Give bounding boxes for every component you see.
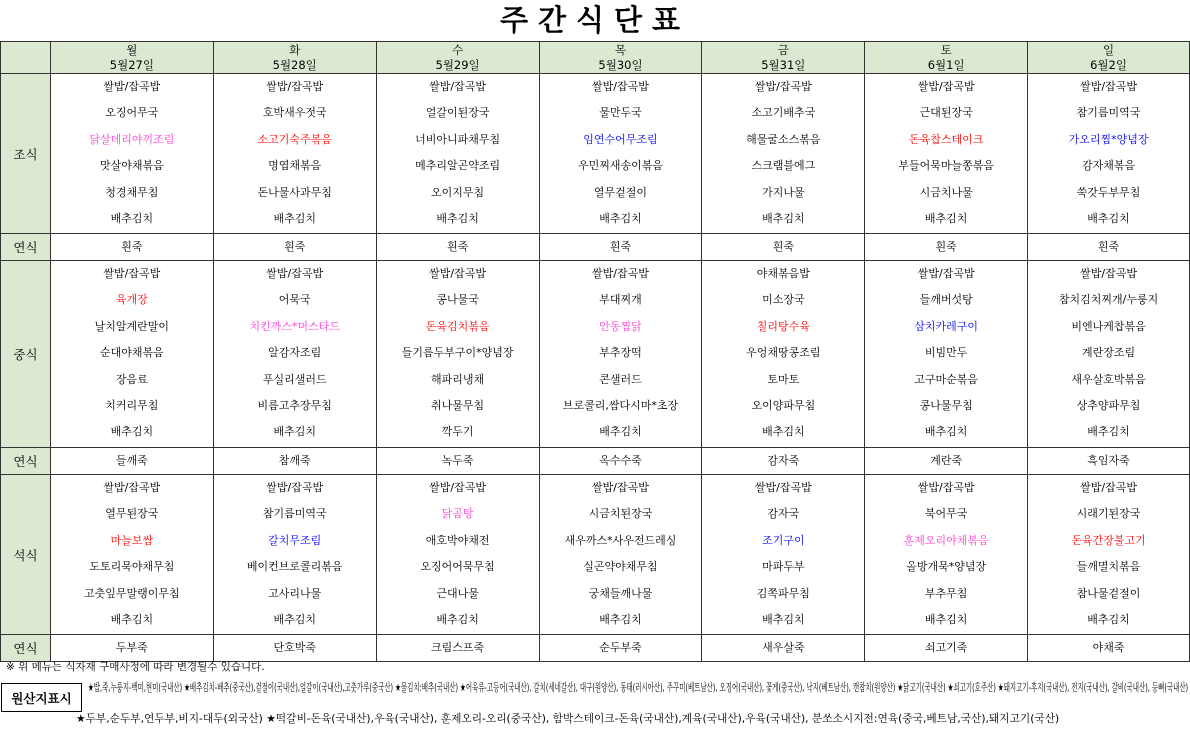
- porridge-item: 들깨죽: [115, 454, 148, 467]
- menu-item: 쑥갓두부무침: [1076, 185, 1141, 199]
- menu-item: 도토리묵야채무침: [89, 560, 175, 574]
- porridge-item: 계란죽: [930, 454, 963, 467]
- menu-item: 쌀밥/잡곡밥: [592, 481, 649, 494]
- menu-item: 들기름두부구이*양념장: [401, 346, 514, 360]
- menu-item: 해파리냉채: [431, 372, 485, 386]
- meal-label-snack2: 연식: [1, 448, 51, 475]
- porridge-item: 참깨죽: [278, 454, 311, 467]
- snack1-cell: [539, 234, 702, 261]
- porridge-item: 순두부죽: [599, 641, 642, 654]
- origin-info-line-1: ★밥,죽,누룽지-백미,현미(국내산) ★배추김치-배추(중국산),겉절이(국내산),얼갈이(국내산),고춧가루(중국산) ★물김치:배추(국내산) ★어육류-고등어(국내산), 갈치(세네갈산), 대구(원양산), 동태(러시아산), 주꾸미(베트남산), 오징어(국내산), 꽃게(중국산), 낙지(베트남산), 캔참치(원양산) ★닭고기(국내산) ★쇠고기(호주산) ★돼지고기-후지(국내산), 전지(국내산), 갈비(국내산), 등뼈(국내산): [88, 681, 1189, 694]
- day-header: [376, 42, 539, 74]
- menu-item: 물만두국: [599, 106, 642, 120]
- menu-item: 궁채들깨나물: [588, 586, 653, 600]
- menu-item: 배추김치: [599, 425, 642, 439]
- lunch-cell: [376, 261, 539, 448]
- menu-item: 돈육간장불고기: [1071, 533, 1146, 547]
- corner-cell: [1, 42, 51, 74]
- menu-item: 너비아니파채무침: [415, 132, 501, 146]
- snack2-cell: [1028, 448, 1190, 475]
- menu-item: 메추리알곤약조림: [415, 159, 501, 173]
- menu-item: 배추김치: [599, 612, 642, 626]
- snack2-cell: [702, 448, 865, 475]
- snack3-cell: [865, 635, 1028, 662]
- menu-item: 배추김치: [110, 211, 154, 225]
- menu-item: 쌀밥/잡곡밥: [592, 267, 649, 280]
- snack3-cell: [539, 635, 702, 662]
- menu-item: 호박새우젓국: [262, 106, 327, 120]
- menu-item: 마파두부: [762, 560, 805, 574]
- day-name: 금: [777, 43, 789, 57]
- menu-item: 소고기배추국: [751, 106, 816, 120]
- menu-item: 부추무침: [924, 586, 968, 600]
- porridge-item: 단호박죽: [273, 641, 316, 654]
- porridge-item: 녹두죽: [441, 454, 474, 467]
- menu-item: 돈육찹스테이크: [908, 132, 984, 146]
- snack1-cell: [1028, 234, 1190, 261]
- menu-item: 우엉채땅콩조림: [746, 346, 821, 360]
- menu-item: 가오리찜*양념장: [1068, 132, 1149, 146]
- menu-item: 부추장떡: [599, 346, 642, 360]
- menu-item: 쌀밥/잡곡밥: [103, 80, 161, 93]
- menu-item: 오이지무침: [431, 185, 485, 199]
- day-date: 5월28일: [272, 57, 317, 72]
- dinner-cell: [376, 475, 539, 635]
- snack2-cell: [539, 448, 702, 475]
- breakfast-cell: [539, 74, 702, 234]
- menu-item: 쌀밥/잡곡밥: [1080, 481, 1137, 494]
- menu-item: 김쪽파무침: [756, 586, 810, 600]
- menu-item: 알감자조림: [268, 346, 322, 360]
- day-date: 6월1일: [927, 57, 965, 72]
- menu-item: 가지나물: [762, 185, 805, 199]
- menu-item: 훈제오리야채볶음: [903, 533, 989, 547]
- menu-item: 배추김치: [1087, 211, 1130, 225]
- porridge-item: 흰죽: [609, 240, 632, 253]
- menu-item: 콩나물국: [436, 293, 479, 307]
- menu-item: 치킨까스*머스타드: [249, 319, 340, 333]
- menu-item: 배추김치: [1087, 612, 1130, 626]
- menu-item: 배추김치: [1087, 425, 1130, 439]
- day-header: [1028, 42, 1190, 74]
- menu-item: 비빔만두: [924, 346, 968, 360]
- snack3-cell: [1028, 635, 1190, 662]
- menu-item: 시래기된장국: [1076, 507, 1141, 521]
- dinner-cell: [213, 475, 376, 635]
- menu-item: 푸실리샐러드: [262, 372, 327, 386]
- porridge-item: 쇠고기죽: [924, 641, 968, 654]
- menu-item: 북어무국: [924, 507, 968, 521]
- porridge-item: 옥수수죽: [599, 454, 642, 467]
- menu-item: 칠리탕수육: [756, 319, 810, 333]
- day-date: 5월30일: [598, 57, 643, 72]
- porridge-item: 흰죽: [772, 240, 794, 253]
- day-date: 5월31일: [761, 57, 806, 72]
- menu-item: 참나물겉절이: [1076, 586, 1141, 600]
- menu-item: 시금치된장국: [588, 507, 653, 521]
- menu-item: 배추김치: [762, 211, 805, 225]
- snack2-cell: [213, 448, 376, 475]
- day-header: [865, 42, 1028, 74]
- menu-item: 어묵국: [278, 293, 311, 307]
- lunch-cell: [50, 261, 213, 448]
- menu-item: 고구마순볶음: [914, 372, 979, 386]
- menu-item: 쌀밥/잡곡밥: [103, 481, 161, 494]
- day-name: 월: [126, 43, 138, 57]
- snack1-cell: [213, 234, 376, 261]
- snack3-cell: [702, 635, 865, 662]
- breakfast-cell: [1028, 74, 1190, 234]
- snack1-cell: [50, 234, 213, 261]
- menu-item: 쌀밥/잡곡밥: [429, 80, 486, 93]
- porridge-item: 흰죽: [121, 240, 143, 253]
- menu-item: 콩나물무침: [919, 398, 973, 412]
- lunch-cell: [1028, 261, 1190, 448]
- menu-item: 배추김치: [273, 211, 316, 225]
- meal-label-snack3: 연식: [1, 635, 51, 662]
- snack2-cell: [376, 448, 539, 475]
- day-date: 6월2일: [1090, 57, 1127, 72]
- menu-item: 고사리나물: [268, 586, 322, 600]
- menu-item: 참치김치찌개/누룽지: [1058, 293, 1159, 307]
- day-header: [702, 42, 865, 74]
- day-name: 화: [289, 43, 301, 57]
- menu-item: 쌀밥/잡곡밥: [266, 80, 324, 93]
- day-header: [213, 42, 376, 74]
- menu-item: 장음료: [115, 372, 148, 386]
- menu-item: 상추양파무침: [1076, 398, 1141, 412]
- menu-item: 소고기숙주볶음: [257, 132, 332, 146]
- menu-item: 쌀밥/잡곡밥: [429, 267, 486, 280]
- menu-item: 닭살데리야끼조림: [89, 132, 175, 146]
- menu-item: 들깨버섯탕: [919, 293, 973, 307]
- menu-item: 닭곰탕: [441, 507, 474, 521]
- menu-item: 쌀밥/잡곡밥: [266, 481, 324, 494]
- breakfast-cell: [376, 74, 539, 234]
- dinner-cell: [865, 475, 1028, 635]
- menu-item: 근대나물: [436, 586, 479, 600]
- lunch-cell: [702, 261, 865, 448]
- menu-item: 날치알계란말이: [94, 319, 170, 333]
- menu-item: 새우까스*사우전드레싱: [564, 533, 677, 547]
- porridge-item: 두부죽: [115, 641, 148, 654]
- menu-item: 미소장국: [762, 293, 805, 307]
- menu-item: 쌀밥/잡곡밥: [754, 481, 812, 494]
- menu-item: 부들어묵마늘쫑볶음: [898, 159, 994, 173]
- dinner-cell: [1028, 475, 1190, 635]
- day-name: 토: [940, 43, 952, 57]
- menu-item: 쌀밥/잡곡밥: [1080, 267, 1137, 280]
- meal-label-lunch: 중식: [1, 261, 51, 448]
- menu-item: 토마토: [767, 372, 800, 386]
- menu-item: 깍두기: [441, 425, 474, 439]
- origin-info-line-2: ★두부,순두부,연두부,비지-대두(외국산) ★떡갈비-돈육(국내산),우육(국내산), 훈제오리-오리(중국산), 함박스테이크-돈육(국내산),계육(국내산),우육(국내산), 분쏘소시지전:연육(중국,베트남,국산),돼지고기(국산): [76, 712, 1060, 725]
- menu-item: 마늘보쌈: [110, 533, 154, 547]
- snack3-cell: [213, 635, 376, 662]
- day-name: 수: [452, 43, 464, 57]
- meal-label-breakfast: 조식: [1, 74, 51, 234]
- snack2-cell: [865, 448, 1028, 475]
- menu-item: 새우살호박볶음: [1071, 372, 1146, 386]
- menu-item: 열무된장국: [105, 507, 159, 521]
- menu-item: 배추김치: [273, 425, 316, 439]
- menu-item: 배추김치: [436, 612, 479, 626]
- menu-item: 비름고추장무침: [257, 398, 332, 412]
- menu-item: 치커리무침: [105, 398, 159, 412]
- menu-item: 안동찜닭: [599, 319, 642, 333]
- menu-item: 오징어어묵무침: [420, 560, 495, 574]
- menu-item: 올방개묵*양념장: [906, 560, 987, 574]
- day-name: 일: [1102, 43, 1115, 57]
- menu-item: 청경채무침: [105, 185, 159, 199]
- menu-item: 고춧잎무말랭이무침: [84, 586, 180, 600]
- menu-item: 실곤약야채무침: [583, 560, 658, 574]
- porridge-item: 감자죽: [767, 454, 800, 467]
- page-title: 주간식단표: [499, 3, 691, 37]
- menu-item: 쌀밥/잡곡밥: [592, 80, 649, 93]
- menu-item: 돈나물사과무침: [257, 185, 332, 199]
- breakfast-cell: [50, 74, 213, 234]
- menu-item: 명엽채볶음: [268, 159, 322, 173]
- menu-item: 배추김치: [436, 211, 479, 225]
- menu-item: 배추김치: [599, 211, 642, 225]
- menu-item: 비엔나케찹볶음: [1071, 319, 1146, 333]
- menu-item: 배추김치: [762, 612, 805, 626]
- menu-item: 오이양파무침: [751, 398, 816, 412]
- snack1-cell: [702, 234, 865, 261]
- menu-item: 육개장: [115, 293, 148, 307]
- porridge-item: 크림스프죽: [431, 641, 485, 654]
- menu-item: 삼치카레구이: [914, 319, 979, 333]
- menu-item: 쌀밥/잡곡밥: [266, 267, 324, 280]
- menu-item: 해물굴소스볶음: [746, 132, 821, 146]
- day-date: 5월27일: [109, 57, 154, 72]
- menu-item: 계란장조림: [1081, 346, 1136, 360]
- origin-label: 원산지표시: [1, 683, 82, 712]
- menu-item: 취나물무침: [431, 398, 485, 412]
- menu-item: 베이컨브로콜리볶음: [246, 560, 343, 574]
- menu-item: 갈치무조림: [268, 533, 322, 547]
- menu-change-note: ※ 위 메뉴는 식자재 구매사정에 따라 변경될수 있습니다.: [6, 661, 265, 673]
- day-date: 5월29일: [435, 57, 480, 72]
- breakfast-cell: [865, 74, 1028, 234]
- lunch-cell: [213, 261, 376, 448]
- snack1-cell: [376, 234, 539, 261]
- dinner-cell: [702, 475, 865, 635]
- lunch-cell: [539, 261, 702, 448]
- menu-item: 쌀밥/잡곡밥: [917, 267, 975, 280]
- menu-item: 배추김치: [762, 425, 805, 439]
- day-name: 목: [614, 43, 627, 57]
- menu-item: 오징어무국: [105, 106, 159, 120]
- menu-item: 맛살야채볶음: [99, 159, 164, 173]
- porridge-item: 흰죽: [284, 240, 306, 253]
- menu-item: 배추김치: [924, 425, 968, 439]
- weekly-menu-table: [0, 41, 1190, 662]
- menu-item: 참기름미역국: [262, 507, 327, 521]
- snack2-cell: [50, 448, 213, 475]
- menu-item: 감자국: [767, 507, 800, 521]
- menu-item: 쌀밥/잡곡밥: [429, 481, 486, 494]
- porridge-item: 새우살죽: [762, 641, 805, 654]
- menu-item: 쌀밥/잡곡밥: [754, 80, 812, 93]
- menu-item: 조기구이: [762, 533, 805, 547]
- menu-item: 감자채볶음: [1081, 159, 1136, 173]
- menu-item: 쌀밥/잡곡밥: [103, 267, 161, 280]
- snack1-cell: [865, 234, 1028, 261]
- porridge-item: 흰죽: [935, 240, 957, 253]
- menu-item: 배추김치: [110, 425, 154, 439]
- menu-item: 돈육김치볶음: [425, 319, 490, 333]
- snack3-cell: [376, 635, 539, 662]
- menu-item: 배추김치: [273, 612, 316, 626]
- menu-item: 참기름미역국: [1076, 106, 1141, 120]
- menu-item: 브로콜리,쌈다시마*초장: [562, 398, 679, 412]
- menu-item: 야채볶음밥: [756, 267, 810, 280]
- menu-item: 배추김치: [924, 612, 968, 626]
- meal-label-dinner: 석식: [1, 475, 51, 635]
- day-header: [539, 42, 702, 74]
- menu-item: 배추김치: [110, 612, 154, 626]
- menu-item: 쌀밥/잡곡밥: [917, 80, 975, 93]
- menu-item: 애호박야채전: [425, 533, 490, 547]
- breakfast-cell: [213, 74, 376, 234]
- dinner-cell: [539, 475, 702, 635]
- menu-item: 들깨멸치볶음: [1076, 560, 1141, 574]
- menu-item: 쌀밥/잡곡밥: [1080, 80, 1137, 93]
- meal-label-snack1: 연식: [1, 234, 51, 261]
- porridge-item: 야채죽: [1092, 641, 1125, 654]
- breakfast-cell: [702, 74, 865, 234]
- menu-item: 부대찌개: [599, 293, 642, 307]
- menu-item: 얼갈이된장국: [425, 106, 490, 120]
- day-header: [50, 42, 213, 74]
- menu-item: 쌀밥/잡곡밥: [917, 481, 975, 494]
- menu-item: 순대야채볶음: [99, 346, 164, 360]
- menu-item: 임연수어무조림: [583, 132, 658, 146]
- menu-item: 열무겉절이: [593, 185, 648, 199]
- menu-item: 우민찌새송이볶음: [577, 159, 663, 173]
- lunch-cell: [865, 261, 1028, 448]
- menu-item: 배추김치: [924, 211, 968, 225]
- menu-item: 스크램블에그: [751, 159, 816, 173]
- porridge-item: 흰죽: [446, 240, 469, 253]
- porridge-item: 흰죽: [1097, 240, 1120, 253]
- menu-item: 콘샐러드: [599, 372, 642, 386]
- menu-item: 근대된장국: [919, 106, 973, 120]
- dinner-cell: [50, 475, 213, 635]
- snack3-cell: [50, 635, 213, 662]
- menu-item: 시금치나물: [919, 185, 973, 199]
- porridge-item: 흑임자죽: [1087, 454, 1130, 467]
